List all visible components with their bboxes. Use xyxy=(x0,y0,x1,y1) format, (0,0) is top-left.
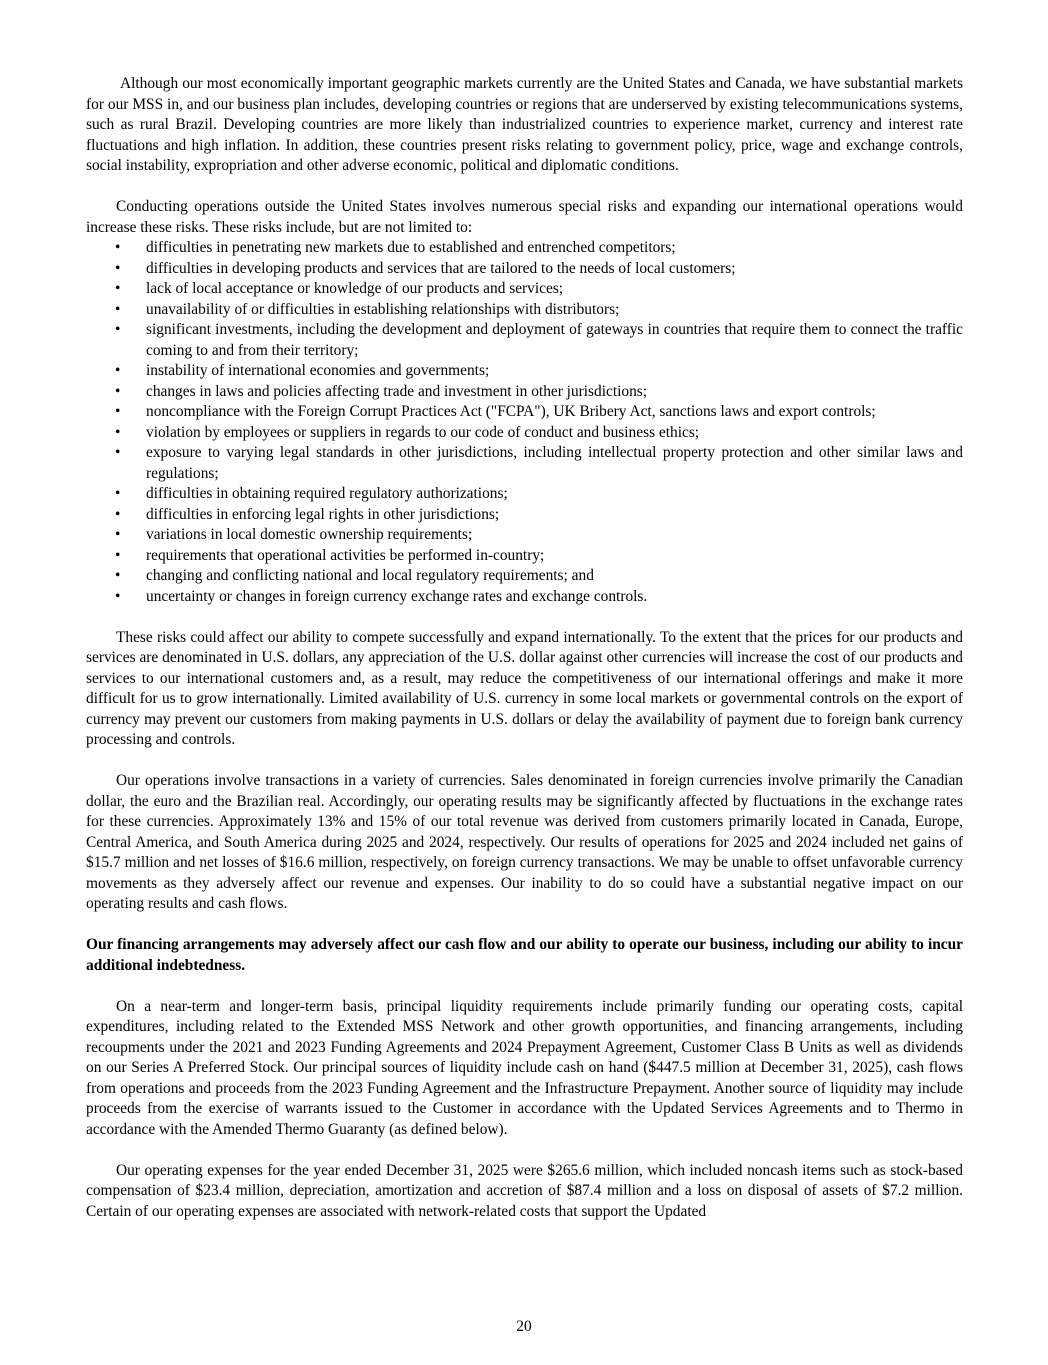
bullet-icon: • xyxy=(115,300,121,318)
bullet-icon: • xyxy=(115,321,121,338)
list-item-text: difficulties in obtaining required regulatory authorizations; xyxy=(146,485,508,502)
list-item xyxy=(86,423,963,444)
list-item-text: violation by employees or suppliers in regards to our code of conduct and business ethics; xyxy=(146,423,700,441)
list-item xyxy=(86,402,963,423)
list-item-text: instability of international economies and governments; xyxy=(146,362,490,379)
document-page xyxy=(86,74,963,1222)
bullet-icon: • xyxy=(115,587,121,605)
list-item xyxy=(86,566,963,587)
risk-bullet-list xyxy=(86,238,963,607)
list-item xyxy=(86,300,963,321)
list-item-text: requirements that operational activities be performed in-country; xyxy=(146,546,545,564)
bullet-icon: • xyxy=(115,567,121,584)
bullet-icon: • xyxy=(115,505,121,523)
list-item xyxy=(86,546,963,567)
list-item-text: variations in local domestic ownership requirements; xyxy=(146,526,473,543)
paragraph-currency-transactions: Our operations involve transactions in a variety of currencies. Sales denominated in foreign currencies involve primarily the Canadian dollar, the euro and the Brazilian real. Accordingly, our operating results may be significantly affected by fluctuations in the exchange rates for these currencies. Approximately 13% and 15% of our total revenue was derived from customers primarily located in Canada, Europe, Central America, and South America during 2025 and 2024, respectively. Our results of operations for 2025 and 2024 included net gains of $15.7 million and net losses of $16.6 million, respectively, on foreign currency transactions. We may be unable to offset unfavorable currency movements as they adversely affect our revenue and expenses. Our inability to do so could have a substantial negative impact on our operating results and cash flows. xyxy=(86,772,963,912)
list-item-text: uncertainty or changes in foreign currency exchange rates and exchange controls. xyxy=(146,587,648,605)
bullet-icon: • xyxy=(115,239,121,256)
list-item xyxy=(86,505,963,526)
bullet-icon: • xyxy=(115,259,121,277)
list-item-text: changing and conflicting national and local regulatory requirements; and xyxy=(146,567,594,584)
bullet-icon: • xyxy=(115,403,121,420)
section-heading-financing: Our financing arrangements may adversely affect our cash flow and our ability to operate our business, including our ability to incur additional indebtedness. xyxy=(86,936,963,974)
paragraph-liquidity-requirements: On a near-term and longer-term basis, principal liquidity requirements include primarily funding our operating costs, capital expenditures, including related to the Extended MSS Network and other growth opportunities, and financing arrangements, including recoupments under the 2021 and 2023 Funding Agreements and 2024 Prepayment Agreement, Customer Class B Units as well as dividends on our Series A Preferred Stock. Our principal sources of liquidity include cash on hand ($447.5 million at December 31, 2025), cash flows from operations and proceeds from the 2023 Funding Agreement and the Infrastructure Prepayment. Another source of liquidity may include proceeds from the exercise of warrants issued to the Customer in accordance with the Updated Services Agreements and to Thermo in accordance with the Amended Thermo Guaranty (as defined below). xyxy=(86,997,963,1138)
bullet-icon: • xyxy=(115,423,121,441)
bullet-icon: • xyxy=(115,280,121,297)
paragraph-currency-competitiveness: These risks could affect our ability to compete successfully and expand internationally. To the extent that the prices for our products and services are denominated in U.S. dollars, any appreciation of the U.S. dollar against other currencies will increase the cost of our products and services to our international customers and, as a result, may reduce the competitiveness of our international offerings and make it more difficult for us to grow internationally. Limited availability of U.S. currency in some local markets or governmental controls on the export of currency may prevent our customers from making payments in U.S. dollars or delay the availability of payment due to foreign bank currency processing and controls. xyxy=(86,628,963,748)
list-item xyxy=(86,382,963,403)
paragraph-operating-expenses: Our operating expenses for the year ended December 31, 2025 were $265.6 million, which included noncash items such as stock-based compensation of $23.4 million, depreciation, amortization and accretion of $87.4 million and a loss on disposal of assets of $7.2 million. Certain of our operating expenses are associated with network-related costs that support the Updated xyxy=(86,1161,963,1220)
list-item xyxy=(86,320,963,361)
list-item-text: significant investments, including the development and deployment of gateways in countries that require them to connect the traffic coming to and from their territory; xyxy=(146,321,963,359)
bullet-icon: • xyxy=(115,546,121,564)
list-item-text: difficulties in enforcing legal rights in other jurisdictions; xyxy=(146,505,500,523)
list-item-text: difficulties in penetrating new markets due to established and entrenched competitors; xyxy=(146,239,676,256)
list-item-text: changes in laws and policies affecting trade and investment in other jurisdictions; xyxy=(146,382,648,400)
list-item-text: unavailability of or difficulties in establishing relationships with distributors; xyxy=(146,300,620,318)
list-item xyxy=(86,443,963,484)
list-item-text: lack of local acceptance or knowledge of our products and services; xyxy=(146,280,564,297)
bullet-icon: • xyxy=(115,444,121,461)
list-item-text: exposure to varying legal standards in other jurisdictions, including intellectual property protection and other similar laws and regulations; xyxy=(146,444,963,482)
list-item xyxy=(86,238,963,259)
page-number: 20 xyxy=(516,1318,532,1335)
list-item xyxy=(86,259,963,280)
paragraph-international-risks-intro: Conducting operations outside the United States involves numerous special risks and expanding our international operations would increase these risks. These risks include, but are not limited to: xyxy=(86,198,963,236)
paragraph-geographic-markets: Although our most economically important geographic markets currently are the United States and Canada, we have substantial markets for our MSS in, and our business plan includes, developing countries or regions that are underserved by existing telecommunications systems, such as rural Brazil. Developing countries are more likely than industrialized countries to experience market, currency and interest rate fluctuations and high inflation. In addition, these countries present risks relating to government policy, price, wage and exchange controls, social instability, expropriation and other adverse economic, political and diplomatic conditions. xyxy=(86,75,963,174)
list-item xyxy=(86,484,963,505)
list-item xyxy=(86,587,963,608)
list-item xyxy=(86,525,963,546)
list-item-text: noncompliance with the Foreign Corrupt Practices Act ("FCPA"), UK Bribery Act, sanctions laws and export controls; xyxy=(146,403,876,420)
bullet-icon: • xyxy=(115,382,121,400)
list-item-text: difficulties in developing products and services that are tailored to the needs of local customers; xyxy=(146,259,736,277)
bullet-icon: • xyxy=(115,526,121,543)
bullet-icon: • xyxy=(115,362,121,379)
bullet-icon: • xyxy=(115,485,121,502)
list-item xyxy=(86,279,963,300)
list-item xyxy=(86,361,963,382)
